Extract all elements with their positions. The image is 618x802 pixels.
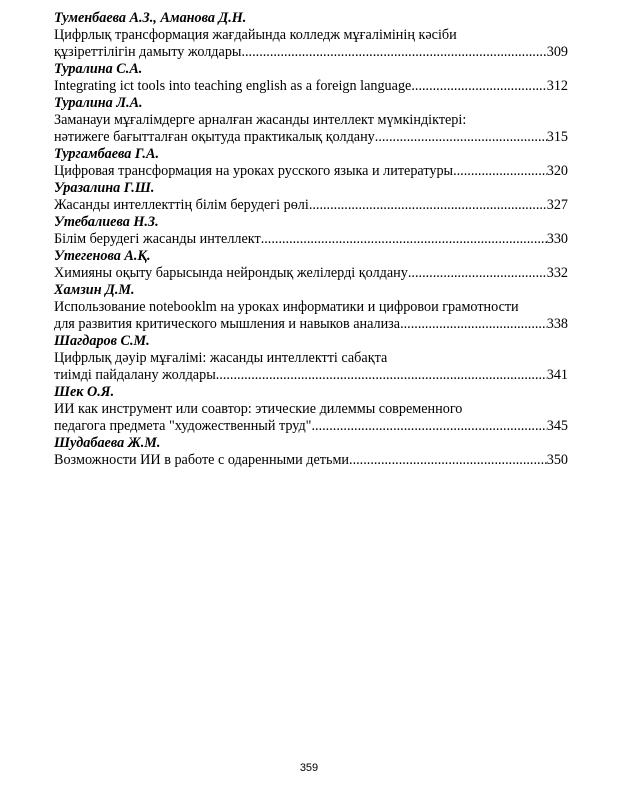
entry-page-number: 341 — [546, 367, 568, 383]
toc-entry — [54, 214, 568, 248]
entry-page-number: 345 — [546, 418, 568, 434]
entry-title-last-line — [54, 78, 568, 95]
entry-author: Шудабаева Ж.М. — [54, 435, 161, 451]
entry-page-number: 312 — [546, 78, 568, 94]
toc-entry — [54, 10, 568, 61]
toc-entry — [54, 95, 568, 146]
toc-entry — [54, 384, 568, 435]
dot-leader — [349, 452, 547, 469]
dot-leader — [309, 197, 547, 214]
entry-title-text: Цифровая трансформация на уроках русского языка и литературы — [54, 163, 454, 179]
entry-author: Хамзин Д.М. — [54, 282, 135, 298]
entry-page-number: 315 — [546, 129, 568, 145]
table-of-contents — [54, 10, 568, 469]
toc-entry — [54, 435, 568, 469]
entry-author: Туралина С.А. — [54, 61, 143, 77]
toc-entry — [54, 180, 568, 214]
entry-title-text: Химияны оқыту барысында нейрондық желілерді қолдану — [54, 265, 408, 281]
entry-page-number: 338 — [546, 316, 568, 332]
toc-entry — [54, 282, 568, 333]
dot-leader — [400, 316, 547, 333]
page-number: 359 — [299, 762, 319, 774]
toc-entry — [54, 146, 568, 180]
toc-entry — [54, 333, 568, 384]
entry-title-last-line — [54, 418, 568, 435]
entry-title-last-line — [54, 163, 568, 180]
entry-author: Шагдаров С.М. — [54, 333, 150, 349]
dot-leader — [241, 44, 546, 61]
toc-entry — [54, 61, 568, 95]
entry-title-last-line — [54, 265, 568, 282]
entry-title-text: для развития критического мышления и навыков анализа — [54, 316, 401, 332]
entry-author: Утебалиева Н.З. — [54, 214, 159, 230]
entry-page-number: 330 — [546, 231, 568, 247]
entry-title-line: Цифрлық дәуір мұғалімі: жасанды интеллектті сабақта — [54, 350, 388, 366]
entry-title-text: Білім берудегі жасанды интеллект — [54, 231, 261, 247]
dot-leader — [311, 418, 546, 435]
dot-leader — [375, 129, 547, 146]
entry-title-line: ИИ как инструмент или соавтор: этические дилеммы современного — [54, 401, 463, 417]
entry-title-text: Integrating ict tools into teaching english as a foreign language — [54, 78, 412, 94]
dot-leader — [453, 163, 547, 180]
dot-leader — [216, 367, 547, 384]
dot-leader — [411, 78, 546, 95]
entry-title-last-line — [54, 197, 568, 214]
entry-title-text: Возможности ИИ в работе с одаренными детьми — [54, 452, 350, 468]
entry-title-last-line — [54, 44, 568, 61]
entry-title-text: тиімді пайдалану жолдары — [54, 367, 216, 383]
entry-author: Туралина Л.А. — [54, 95, 143, 111]
entry-title-text: Жасанды интеллекттің білім берудегі рөлі — [54, 197, 309, 213]
entry-title-line: Цифрлық трансформация жағдайында колледж мұғалімінің кәсіби — [54, 27, 457, 43]
toc-entry — [54, 248, 568, 282]
entry-page-number: 309 — [546, 44, 568, 60]
dot-leader — [408, 265, 547, 282]
entry-title-last-line — [54, 316, 568, 333]
entry-author: Шек О.Я. — [54, 384, 115, 400]
entry-title-last-line — [54, 231, 568, 248]
entry-author: Туменбаева А.З., Аманова Д.Н. — [54, 10, 247, 26]
dot-leader — [261, 231, 547, 248]
entry-title-last-line — [54, 129, 568, 146]
entry-page-number: 350 — [546, 452, 568, 468]
entry-title-last-line — [54, 452, 568, 469]
entry-title-line: Использование notebooklm на уроках информатики и цифровои грамотности — [54, 299, 519, 315]
entry-author: Тургамбаева Г.А. — [54, 146, 159, 162]
entry-title-last-line — [54, 367, 568, 384]
entry-author: Утегенова А.Қ. — [54, 248, 151, 264]
entry-page-number: 327 — [546, 197, 568, 213]
entry-title-line: Заманауи мұғалімдерге арналған жасанды интеллект мүмкіндіктері: — [54, 112, 467, 128]
entry-title-text: педагога предмета "художественный труд" — [54, 418, 312, 434]
entry-title-text: нәтижеге бағытталған оқытуда практикалық қолдану — [54, 129, 375, 145]
entry-page-number: 332 — [546, 265, 568, 281]
entry-title-text: құзіреттілігін дамыту жолдары — [54, 44, 242, 60]
entry-author: Уразалина Г.Ш. — [54, 180, 155, 196]
entry-page-number: 320 — [546, 163, 568, 179]
